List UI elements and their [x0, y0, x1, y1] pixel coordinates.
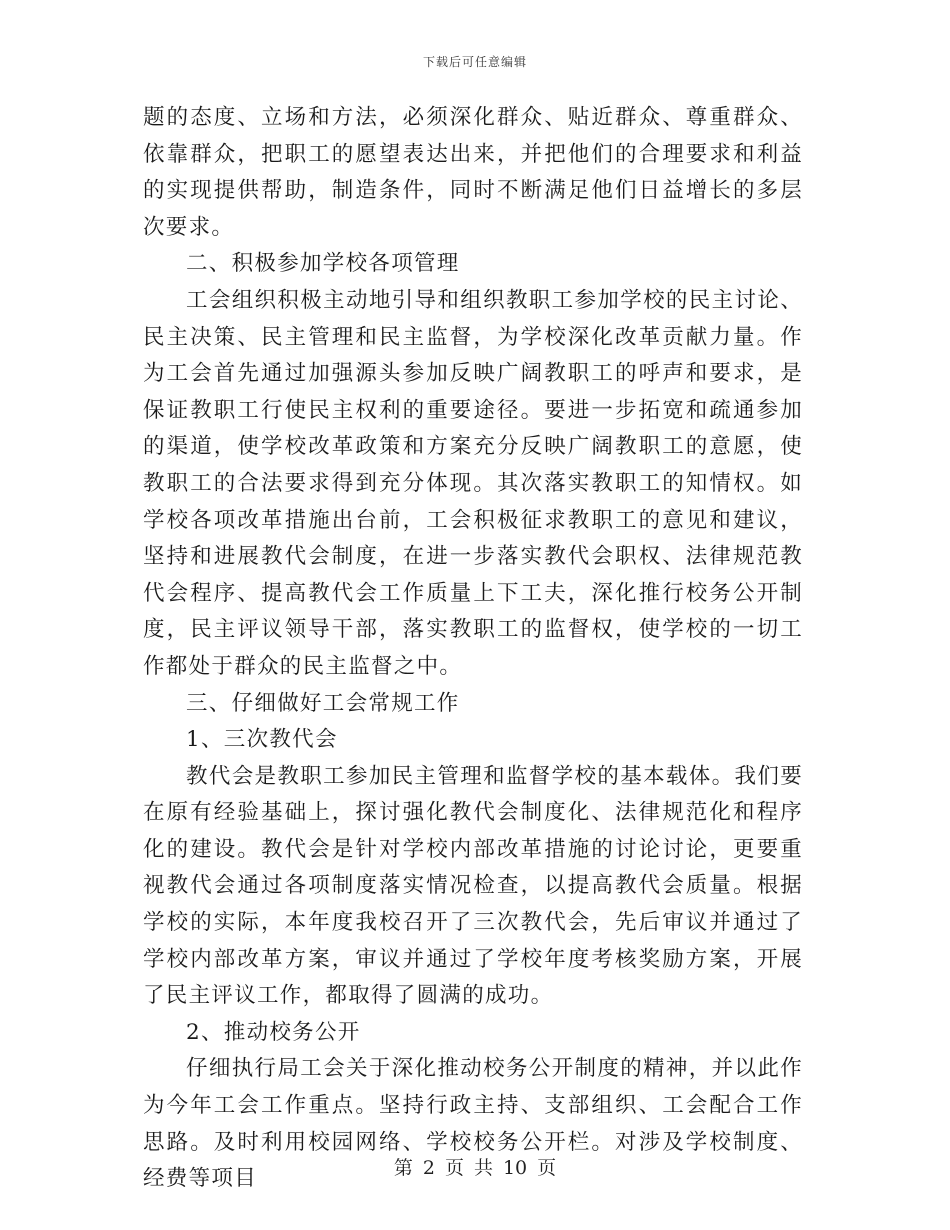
- current-page-number: 2: [422, 1157, 435, 1179]
- footer-label-page-unit: 页: [444, 1157, 464, 1179]
- subsection-heading: 1、三次教代会: [186, 727, 338, 753]
- page-header: 下载后可任意编辑: [422, 55, 527, 69]
- paragraph: 仔细执行局工会关于深化推动校务公开制度的精神，并以此作为今年工会工作重点。坚持行政主持、支部组织、工会配合工作思路。及时利用校园网络、学校校务公开栏。对涉及学校制度、经费等项目: [143, 1056, 803, 1192]
- footer-label-total-unit: 页: [537, 1157, 557, 1179]
- section-heading: 三、仔细做好工会常规工作: [186, 690, 460, 716]
- paragraph: 题的态度、立场和方法，必须深化群众、贴近群众、尊重群众、依靠群众，把职工的愿望表达出来，并把他们的合理要求和利益的实现提供帮助，制造条件，同时不断满足他们日益增长的多层次要求。: [143, 105, 803, 240]
- subsection-heading: 2、推动校务公开: [186, 1019, 361, 1045]
- page-footer: [0, 1153, 950, 1180]
- footer-label-page: 第: [393, 1157, 413, 1179]
- total-pages-number: 10: [502, 1157, 528, 1179]
- paragraph: 工会组织积极主动地引导和组织教职工参加学校的民主讨论、民主决策、民主管理和民主监督，为学校深化改革贡献力量。作为工会首先通过加强源头参加反映广阔教职工的呼声和要求，是保证教职工行使民主权利的重要途径。要进一步拓宽和疏通参加的渠道，使学校改革政策和方案充分反映广阔教职工的意愿，使教职工的合法要求得到充分体现。其次落实教职工的知情权。如学校各项改革措施出台前，工会积极征求教职工的意见和建议，坚持和进展教代会制度，在进一步落实教代会职权、法律规范教代会程序、提高教代会工作质量上下工夫，深化推行校务公开制度，民主评议领导干部，落实教职工的监督权，使学校的一切工作都处于群众的民主监督之中。: [143, 287, 803, 679]
- paragraph: 教代会是教职工参加民主管理和监督学校的基本载体。我们要在原有经验基础上，探讨强化教代会制度化、法律规范化和程序化的建设。教代会是针对学校内部改革措施的讨论讨论，更要重视教代会通过各项制度落实情况检查，以提高教代会质量。根据学校的实际，本年度我校召开了三次教代会，先后审议并通过了学校内部改革方案，审议并通过了学校年度考核奖励方案，开展了民主评议工作，都取得了圆满的成功。: [143, 763, 803, 1009]
- document-body: [143, 100, 803, 1198]
- section-heading: 二、积极参加学校各项管理: [186, 251, 460, 277]
- footer-label-total: 共: [473, 1157, 493, 1179]
